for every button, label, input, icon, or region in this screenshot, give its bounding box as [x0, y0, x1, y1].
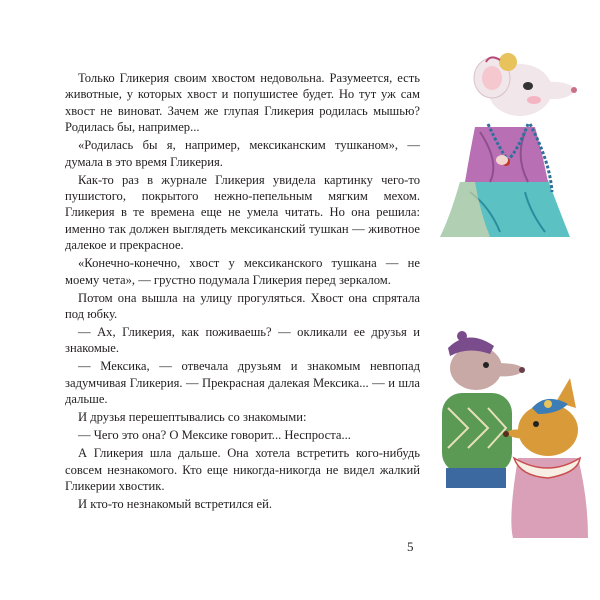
paragraph: Как-то раз в журнале Гликерия увидела картинку чего-то пушистого, покрытого нежно-пепельным мягким мехом. Гликерия в те времена еще не умела читать. Но она решила: именно так должен выглядеть мексиканский тушкан — животное далекое и прекрасное. — [65, 172, 420, 253]
paragraph: — Мексика, — отвечала друзьям и знакомым невпопад задумчивая Гликерия. — Прекрасная далекая Мексика... — и шла дальше. — [65, 359, 420, 407]
two-animals-illustration — [428, 318, 593, 538]
mouse-in-dress-illustration — [430, 32, 580, 242]
paragraph: А Гликерия шла дальше. Она хотела встретить кого-нибудь совсем незнакомого. Кто еще никогда-никогда не видел жалкий Гликерии хвостик. — [65, 446, 420, 494]
paragraph: «Родилась бы я, например, мексиканским тушканом», — думала в это время Гликерия. — [65, 138, 420, 169]
paragraph: И кто-то незнакомый встретился ей. — [78, 497, 272, 512]
story-text — [65, 70, 420, 514]
paragraph: Потом она вышла на улицу прогуляться. Хвост она спрятала под юбку. — [65, 290, 420, 322]
paragraph: — Ах, Гликерия, как поживаешь? — окликали ее друзья и знакомые. — [65, 325, 420, 356]
paragraph: И друзья перешептывались со знакомыми: — [78, 410, 307, 425]
paragraph: «Конечно-конечно, хвост у мексиканского тушкана — не моему чета», — грустно подумала Гликерия перед зеркалом. — [65, 256, 420, 287]
page-number: 5 — [407, 539, 414, 554]
paragraph: — Чего это она? О Мексике говорит... Неспроста... — [78, 428, 351, 443]
paragraph: Только Гликерия своим хвостом недовольна. Разумеется, есть животные, у которых хвост и попушистее будет. Но тут уж сам хвост не виноват. Зачем же глупая Гликерия родилась мышью? Родилась бы, например... — [65, 71, 420, 135]
